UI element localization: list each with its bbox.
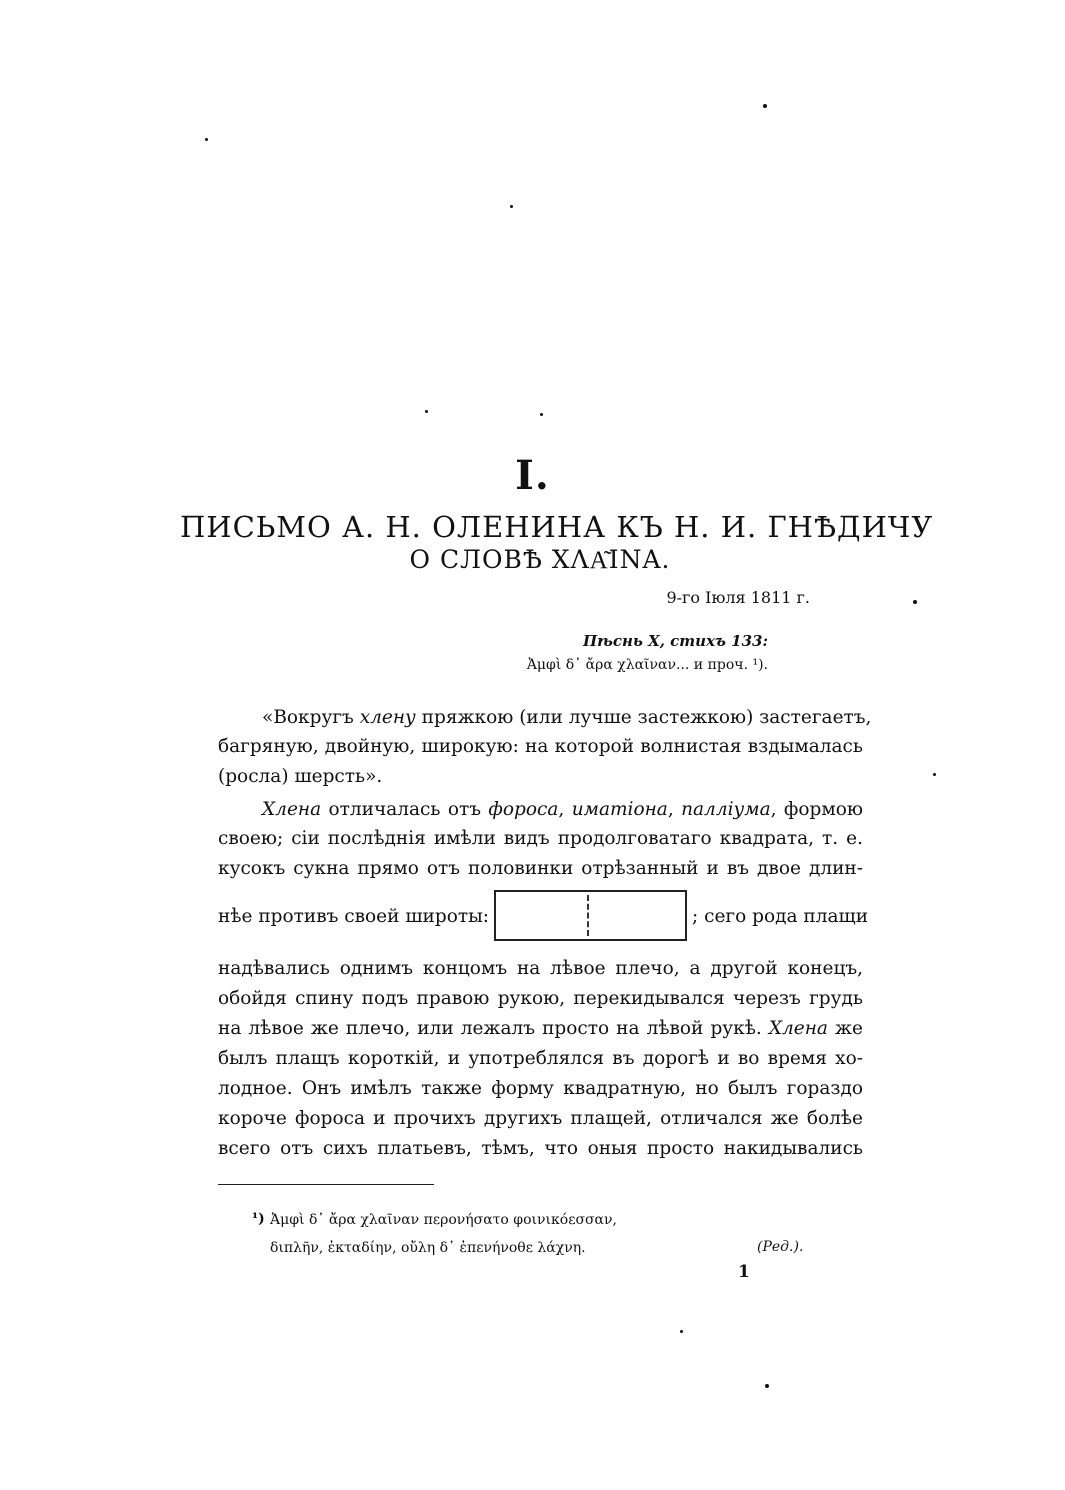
chapter-title-line1: ПИСЬМО А. Н. ОЛЕНИНА КЪ Н. И. ГНѢДИЧУ (180, 510, 934, 544)
italic-word: Хлена (262, 799, 322, 820)
body-line: надѣвались однимъ концомъ на лѣвое плечо, а другой конецъ, (218, 958, 863, 979)
body-line: обойдя спину подъ правою рукою, перекидывался черезъ грудь (218, 988, 863, 1009)
diagram-line-right: ; сего рода плащи (692, 906, 869, 927)
scan-speck (765, 1384, 769, 1388)
body-line: всего отъ сихъ платьевъ, тѣмъ, что оныя просто накидывались (218, 1138, 863, 1159)
footnote-marker: ¹) (252, 1211, 265, 1227)
body-line: лодное. Онъ имѣлъ также форму квадратную, но былъ гораздо (218, 1078, 863, 1099)
text-run: , (667, 799, 682, 820)
footnote-rule (218, 1184, 434, 1185)
letter-date: 9-го Іюля 1811 г. (666, 588, 810, 607)
body-line: своею; сіи послѣднія имѣли видъ продолговатаго квадрата, т. е. (218, 828, 863, 849)
epigraph-reference: Пѣснь X, стихъ 133: (582, 632, 768, 650)
footnote-editor-note: (Ред.). (757, 1239, 804, 1255)
body-line (262, 797, 863, 823)
cloak-diagram-fold (587, 895, 589, 936)
text-run: же (827, 1018, 863, 1039)
body-line (262, 705, 872, 731)
scan-speck (510, 205, 513, 208)
p1-rest: пряжкою (или лучше застежкою) застегаетъ, (415, 707, 872, 728)
scan-speck (205, 138, 208, 141)
diagram-line-left: нѣе противъ своей широты: (218, 906, 490, 927)
chapter-title-line2: О СЛОВѢ ΧΛΑ͂ΙΝΑ. (409, 545, 671, 574)
page-number: 1 (738, 1262, 750, 1282)
footnote-line2: διπλῆν, ἐκταδίην, οὔλη δ᾿ ἐπενήνοθε λάχνη. (270, 1240, 586, 1256)
scan-speck (913, 600, 917, 604)
text-run: на лѣвое же плечо, или лежалъ просто на лѣвой рукѣ. (218, 1018, 769, 1039)
italic-word: фороса (488, 799, 559, 820)
italic-word: палліума (681, 799, 771, 820)
body-line (218, 1016, 863, 1042)
body-line: (росла) шерсть». (218, 766, 383, 787)
footnote-line1: Ἀμφὶ δ᾿ ἄρα χλαῖναν περονήσατο φοινικόεσσαν, (270, 1212, 617, 1228)
epigraph-quote: Ἀμφὶ δ᾿ ἄρα χλαῖναν... и проч. ¹). (526, 657, 768, 673)
scan-speck (680, 1330, 683, 1333)
body-line: короче фороса и прочихъ другихъ плащей, отличался же болѣе (218, 1108, 863, 1129)
text-run: , формою (770, 799, 864, 820)
scan-speck (425, 410, 428, 413)
text-run: , (558, 799, 572, 820)
scan-speck (933, 773, 936, 776)
cloak-diagram (494, 890, 687, 941)
italic-word: иматіона (571, 799, 668, 820)
body-line: кусокъ сукна прямо отъ половинки отрѣзанный и въ двое длин- (218, 858, 863, 879)
p1-open: «Вокругъ (262, 707, 360, 728)
body-line: былъ плащъ короткій, и употреблялся въ дорогѣ и во время хо- (218, 1048, 863, 1069)
body-line: багряную, двойную, широкую: на которой волнистая вздымалась (218, 736, 863, 757)
italic-word: хлену (359, 707, 416, 728)
scan-speck (763, 104, 767, 108)
scan-speck (540, 413, 543, 416)
italic-word: Хлена (768, 1018, 828, 1039)
text-run: отличалась отъ (321, 799, 489, 820)
chapter-numeral: I. (515, 452, 550, 499)
